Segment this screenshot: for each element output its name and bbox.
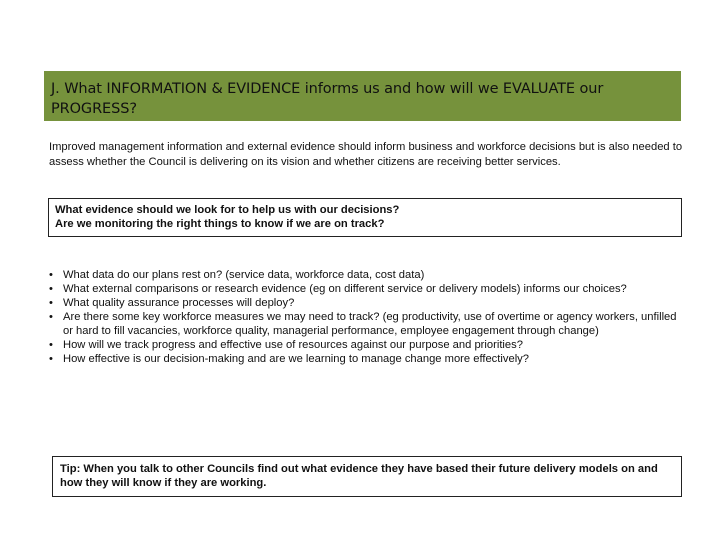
list-item bbox=[49, 282, 689, 296]
tip-box bbox=[52, 456, 682, 497]
bullet-marker: • bbox=[49, 353, 53, 365]
section-header-banner bbox=[44, 71, 681, 121]
key-question-2: Are we monitoring the right things to know if we are on track? bbox=[55, 217, 385, 230]
list-item bbox=[49, 310, 689, 338]
list-item-text: What quality assurance processes will deploy? bbox=[63, 297, 295, 309]
key-questions-box bbox=[48, 198, 682, 237]
section-title: J. What INFORMATION & EVIDENCE informs us and how will we EVALUATE our PROGRESS? bbox=[51, 81, 604, 117]
bullet-marker: • bbox=[49, 339, 53, 351]
list-item bbox=[49, 352, 689, 366]
bullet-marker: • bbox=[49, 269, 53, 281]
tip-text: Tip: When you talk to other Councils find out what evidence they have based their future delivery models on and how they will know if they are working. bbox=[60, 463, 658, 489]
list-item bbox=[49, 268, 689, 282]
intro-paragraph: Improved management information and external evidence should inform business and workforce decisions but is also needed to assess whether the Council is delivering on its vision and whether citizens are receiving better services. bbox=[49, 141, 683, 168]
list-item-text: How will we track progress and effective use of resources against our purpose and priorities? bbox=[63, 339, 523, 351]
bullet-marker: • bbox=[49, 311, 53, 323]
list-item-text: How effective is our decision-making and are we learning to manage change more effectively? bbox=[63, 353, 529, 365]
list-item-text: What external comparisons or research evidence (eg on different service or delivery models) informs our choices? bbox=[63, 283, 627, 295]
key-question-1: What evidence should we look for to help us with our decisions? bbox=[55, 204, 400, 216]
bullet-marker: • bbox=[49, 283, 53, 295]
list-item-text: What data do our plans rest on? (service data, workforce data, cost data) bbox=[63, 269, 425, 281]
list-item-text: Are there some key workforce measures we may need to track? (eg productivity, use of overtime or agency workers, unfilled or hard to fill vacancies, workforce quality, managerial performance, employee engagement through change) bbox=[63, 311, 677, 337]
question-bullet-list bbox=[49, 268, 689, 366]
list-item bbox=[49, 296, 689, 310]
bullet-marker: • bbox=[49, 297, 53, 309]
list-item bbox=[49, 338, 689, 352]
